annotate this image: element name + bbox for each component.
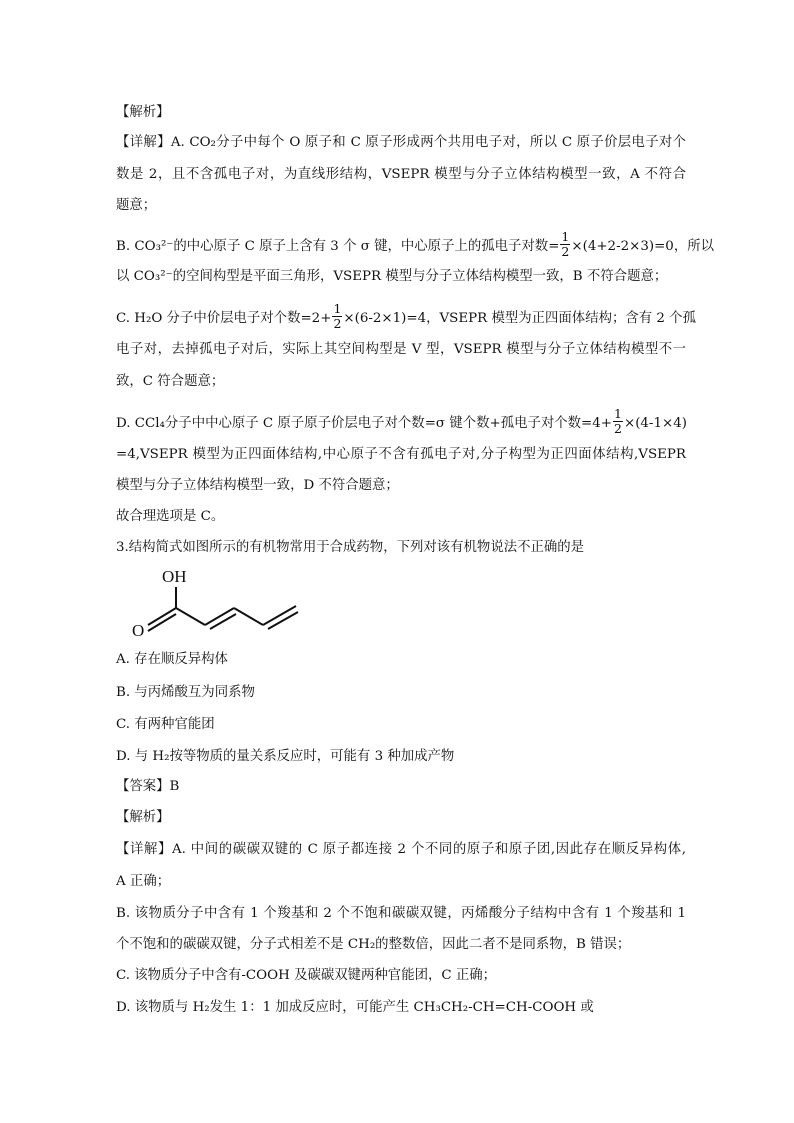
- detail-d-post: ×(4-1×4): [623, 416, 687, 431]
- q3-detail-d-line-1: D. 该物质与 H₂发生 1：1 加成反应时，可能产生 CH₃CH₂-CH=CH-COOH 或: [116, 1000, 594, 1015]
- fraction: $\frac{1}{2}$: [561, 229, 570, 259]
- analysis-label-2: 【解析】: [116, 810, 170, 825]
- analysis-label: 【解析】: [116, 105, 170, 120]
- q3-detail-a-line-1: 【详解】A. 中间的碳碳双键的 C 原子都连接 2 个不同的原子和原子团,因此存在顺反异构体,: [116, 842, 686, 857]
- detail-a-line-3: 题意；: [116, 198, 157, 213]
- detail-c-line-1: [116, 301, 696, 331]
- detail-b-line-1: [116, 229, 714, 259]
- detail-b-pre: B. CO₃²⁻的中心原子 C 原子上含有 3 个 σ 键，中心原子上的孤电子对数=: [116, 239, 560, 254]
- c2-c3-double-bond-2: [210, 614, 236, 629]
- question-3-stem: 3.结构简式如图所示的有机物常用于合成药物，下列对该有机物说法不正确的是: [116, 540, 585, 555]
- c1-c2-bond: [176, 608, 205, 625]
- detail-a-line-2: 数是 2，且不含孤电子对，为直线形结构，VSEPR 模型与分子立体结构模型一致，A 不符合: [116, 167, 686, 182]
- answer: 【答案】B: [116, 779, 180, 794]
- detail-d-pre: D. CCl₄分子中中心原子 C 原子原子价层电子对个数=σ 键个数+孤电子对个数=4+: [116, 416, 613, 431]
- detail-c-line-3: 致，C 符合题意；: [116, 374, 225, 389]
- q3-detail-b-line-2: 个不饱和的碳碳双键，分子式相差不是 CH₂的整数倍，因此二者不是同系物，B 错误；: [116, 937, 631, 952]
- o-label: O: [132, 621, 145, 640]
- detail-b-line-2: 以 CO₃²⁻的空间构型是平面三角形，VSEPR 模型与分子立体结构模型一致，B 不符合题意；: [116, 269, 668, 284]
- option-d: D. 与 H₂按等物质的量关系反应时，可能有 3 种加成产物: [116, 749, 455, 764]
- q3-detail-b-line-1: B. 该物质分子中含有 1 个羧基和 2 个不饱和碳碳双键，丙烯酸分子结构中含有 1 个羧基和 1: [116, 906, 686, 921]
- fraction: $\frac{1}{2}$: [614, 406, 622, 436]
- q3-detail-a-line-2: A 正确；: [116, 874, 171, 889]
- conclusion: 故合理选项是 C。: [116, 509, 225, 524]
- detail-d-line-1: [116, 406, 687, 436]
- skeletal-structure-diagram: [128, 566, 318, 642]
- oh-label: OH: [162, 567, 187, 586]
- detail-d-line-2: =4,VSEPR 模型为正四面体结构,中心原子不含有孤电子对,分子构型为正四面体结构,VSEPR: [116, 447, 686, 462]
- detail-b-post: ×(4+2-2×3)=0，所以: [571, 239, 714, 254]
- detail-c-pre: C. H₂O 分子中价层电子对个数=2+: [116, 311, 332, 326]
- c3-c4-bond: [234, 608, 263, 625]
- detail-c-line-2: 电子对，去掉孤电子对后，实际上其空间构型是 V 型，VSEPR 模型与分子立体结构模型不一: [116, 342, 686, 357]
- option-b: B. 与丙烯酸互为同系物: [116, 685, 255, 700]
- q3-detail-c-line-1: C. 该物质分子中含有-COOH 及碳碳双键两种官能团，C 正确；: [116, 968, 497, 983]
- detail-a-line-1: 【详解】A. CO₂分子中每个 O 原子和 C 原子形成两个共用电子对，所以 C 原子价层电子对个: [116, 135, 686, 150]
- option-a: A. 存在顺反异构体: [116, 652, 228, 667]
- option-c: C. 有两种官能团: [116, 717, 215, 732]
- detail-c-post: ×(6-2×1)=4，VSEPR 模型为正四面体结构；含有 2 个孤: [343, 311, 696, 326]
- fraction: $\frac{1}{2}$: [333, 301, 342, 331]
- detail-d-line-3: 模型与分子立体结构模型一致，D 不符合题意；: [116, 478, 399, 493]
- structural-formula: [128, 566, 318, 642]
